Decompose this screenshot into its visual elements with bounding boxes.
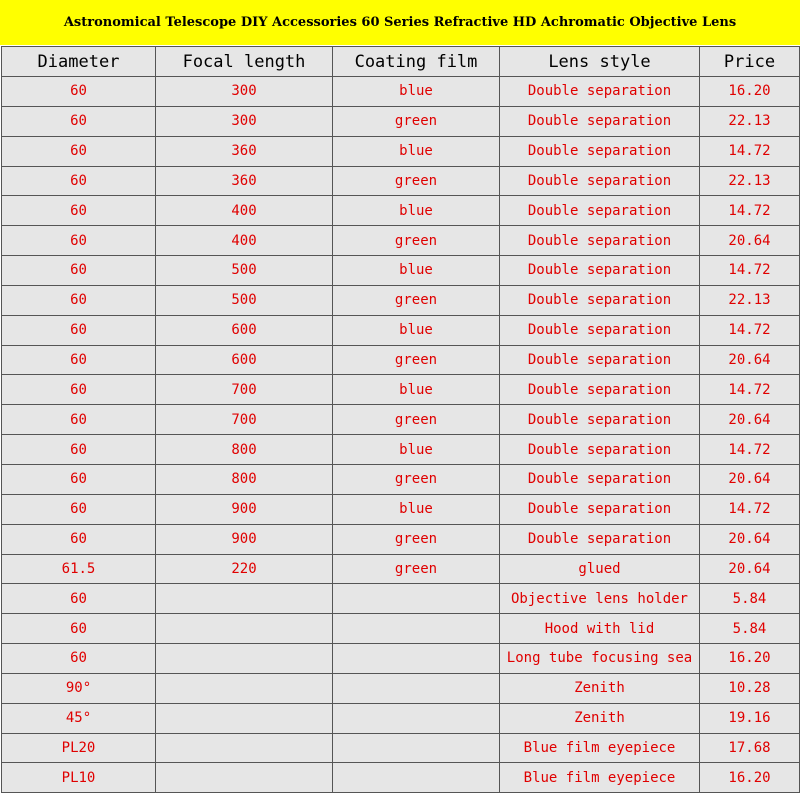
cell-lens-style: Double separation [500,524,700,554]
cell-price: 5.84 [700,614,800,644]
cell-diameter: 60 [2,315,156,345]
table-row [2,464,800,494]
cell-focal-length: 360 [156,136,333,166]
cell-price: 16.20 [700,763,800,793]
cell-lens-style: Double separation [500,345,700,375]
cell-lens-style: Double separation [500,464,700,494]
cell-price: 19.16 [700,703,800,733]
cell-coating-film: blue [333,256,500,286]
table-row [2,763,800,793]
table-row [2,494,800,524]
cell-coating-film: green [333,166,500,196]
cell-diameter: 45° [2,703,156,733]
table-row [2,673,800,703]
cell-diameter: 60 [2,256,156,286]
cell-diameter: 60 [2,524,156,554]
cell-coating-film: blue [333,315,500,345]
cell-diameter: 60 [2,644,156,674]
cell-focal-length: 600 [156,345,333,375]
table-row [2,584,800,614]
cell-diameter: 60 [2,405,156,435]
table-row [2,614,800,644]
cell-diameter: 60 [2,166,156,196]
cell-focal-length [156,644,333,674]
cell-focal-length: 400 [156,196,333,226]
cell-diameter: 61.5 [2,554,156,584]
table-row [2,733,800,763]
cell-focal-length: 800 [156,435,333,465]
table-row [2,345,800,375]
cell-lens-style: Double separation [500,77,700,107]
column-header-diameter: Diameter [2,47,156,77]
cell-coating-film: blue [333,77,500,107]
cell-price: 20.64 [700,464,800,494]
cell-focal-length: 500 [156,285,333,315]
cell-price: 14.72 [700,315,800,345]
column-header-focal-length: Focal length [156,47,333,77]
page-title-text: Astronomical Telescope DIY Accessories 60 Series Refractive HD Achromatic Objective Lens [63,15,737,30]
cell-lens-style: Blue film eyepiece [500,763,700,793]
cell-lens-style: Zenith [500,673,700,703]
table-row [2,435,800,465]
cell-focal-length: 600 [156,315,333,345]
table-row [2,554,800,584]
table-row [2,315,800,345]
table-row [2,166,800,196]
cell-diameter: 60 [2,614,156,644]
cell-price: 5.84 [700,584,800,614]
cell-price: 14.72 [700,375,800,405]
cell-coating-film: green [333,285,500,315]
column-header-lens-style: Lens style [500,47,700,77]
cell-diameter: 60 [2,584,156,614]
cell-focal-length: 800 [156,464,333,494]
cell-price: 16.20 [700,644,800,674]
cell-focal-length [156,673,333,703]
cell-focal-length [156,763,333,793]
cell-diameter: PL10 [2,763,156,793]
cell-price: 14.72 [700,256,800,286]
table-row [2,375,800,405]
table-row [2,703,800,733]
cell-lens-style: Long tube focusing sea [500,644,700,674]
cell-lens-style: Double separation [500,226,700,256]
cell-coating-film: blue [333,196,500,226]
cell-lens-style: Double separation [500,166,700,196]
cell-lens-style: Double separation [500,405,700,435]
cell-price: 14.72 [700,136,800,166]
cell-price: 20.64 [700,345,800,375]
cell-coating-film [333,644,500,674]
cell-focal-length: 220 [156,554,333,584]
cell-diameter: 60 [2,375,156,405]
cell-lens-style: Double separation [500,136,700,166]
cell-lens-style: Blue film eyepiece [500,733,700,763]
cell-diameter: PL20 [2,733,156,763]
cell-focal-length: 900 [156,494,333,524]
cell-price: 17.68 [700,733,800,763]
table-row [2,285,800,315]
cell-focal-length: 700 [156,405,333,435]
cell-diameter: 60 [2,285,156,315]
cell-price: 14.72 [700,196,800,226]
column-header-price: Price [700,47,800,77]
cell-lens-style: Double separation [500,285,700,315]
cell-price: 20.64 [700,554,800,584]
cell-focal-length: 500 [156,256,333,286]
cell-diameter: 60 [2,136,156,166]
cell-diameter: 60 [2,226,156,256]
cell-lens-style: Double separation [500,494,700,524]
cell-price: 22.13 [700,106,800,136]
cell-price: 20.64 [700,226,800,256]
cell-coating-film: green [333,464,500,494]
cell-coating-film: blue [333,435,500,465]
table-row [2,226,800,256]
cell-coating-film: blue [333,375,500,405]
cell-focal-length [156,584,333,614]
cell-lens-style: Double separation [500,435,700,465]
table-body [2,77,800,793]
column-header-coating-film: Coating film [333,47,500,77]
cell-coating-film: blue [333,136,500,166]
cell-lens-style: Double separation [500,106,700,136]
cell-focal-length [156,703,333,733]
cell-coating-film: green [333,106,500,136]
cell-lens-style: glued [500,554,700,584]
cell-coating-film: green [333,226,500,256]
cell-price: 20.64 [700,405,800,435]
cell-coating-film: blue [333,494,500,524]
cell-lens-style: Double separation [500,256,700,286]
table-row [2,77,800,107]
cell-lens-style: Hood with lid [500,614,700,644]
cell-focal-length: 300 [156,77,333,107]
table-row [2,136,800,166]
cell-diameter: 60 [2,494,156,524]
cell-coating-film [333,733,500,763]
cell-coating-film: green [333,554,500,584]
table-row [2,644,800,674]
cell-coating-film [333,673,500,703]
cell-lens-style: Double separation [500,196,700,226]
cell-coating-film [333,703,500,733]
cell-focal-length [156,614,333,644]
page-title [0,0,800,45]
cell-focal-length: 700 [156,375,333,405]
table-row [2,106,800,136]
cell-diameter: 60 [2,106,156,136]
cell-diameter: 60 [2,77,156,107]
cell-lens-style: Zenith [500,703,700,733]
cell-coating-film [333,763,500,793]
cell-price: 14.72 [700,494,800,524]
cell-diameter: 60 [2,464,156,494]
table-row [2,524,800,554]
cell-price: 22.13 [700,285,800,315]
cell-lens-style: Double separation [500,315,700,345]
cell-coating-film [333,614,500,644]
cell-coating-film: green [333,405,500,435]
table-header-row [2,47,800,77]
table-row [2,196,800,226]
cell-coating-film: green [333,524,500,554]
cell-focal-length: 400 [156,226,333,256]
cell-coating-film [333,584,500,614]
table-row [2,405,800,435]
cell-diameter: 60 [2,345,156,375]
cell-diameter: 90° [2,673,156,703]
cell-focal-length: 300 [156,106,333,136]
table-row [2,256,800,286]
cell-focal-length [156,733,333,763]
cell-coating-film: green [333,345,500,375]
cell-lens-style: Double separation [500,375,700,405]
product-spec-table [1,46,800,793]
cell-focal-length: 360 [156,166,333,196]
cell-price: 16.20 [700,77,800,107]
cell-price: 14.72 [700,435,800,465]
cell-price: 10.28 [700,673,800,703]
cell-price: 22.13 [700,166,800,196]
cell-price: 20.64 [700,524,800,554]
cell-diameter: 60 [2,435,156,465]
cell-diameter: 60 [2,196,156,226]
cell-focal-length: 900 [156,524,333,554]
cell-lens-style: Objective lens holder [500,584,700,614]
